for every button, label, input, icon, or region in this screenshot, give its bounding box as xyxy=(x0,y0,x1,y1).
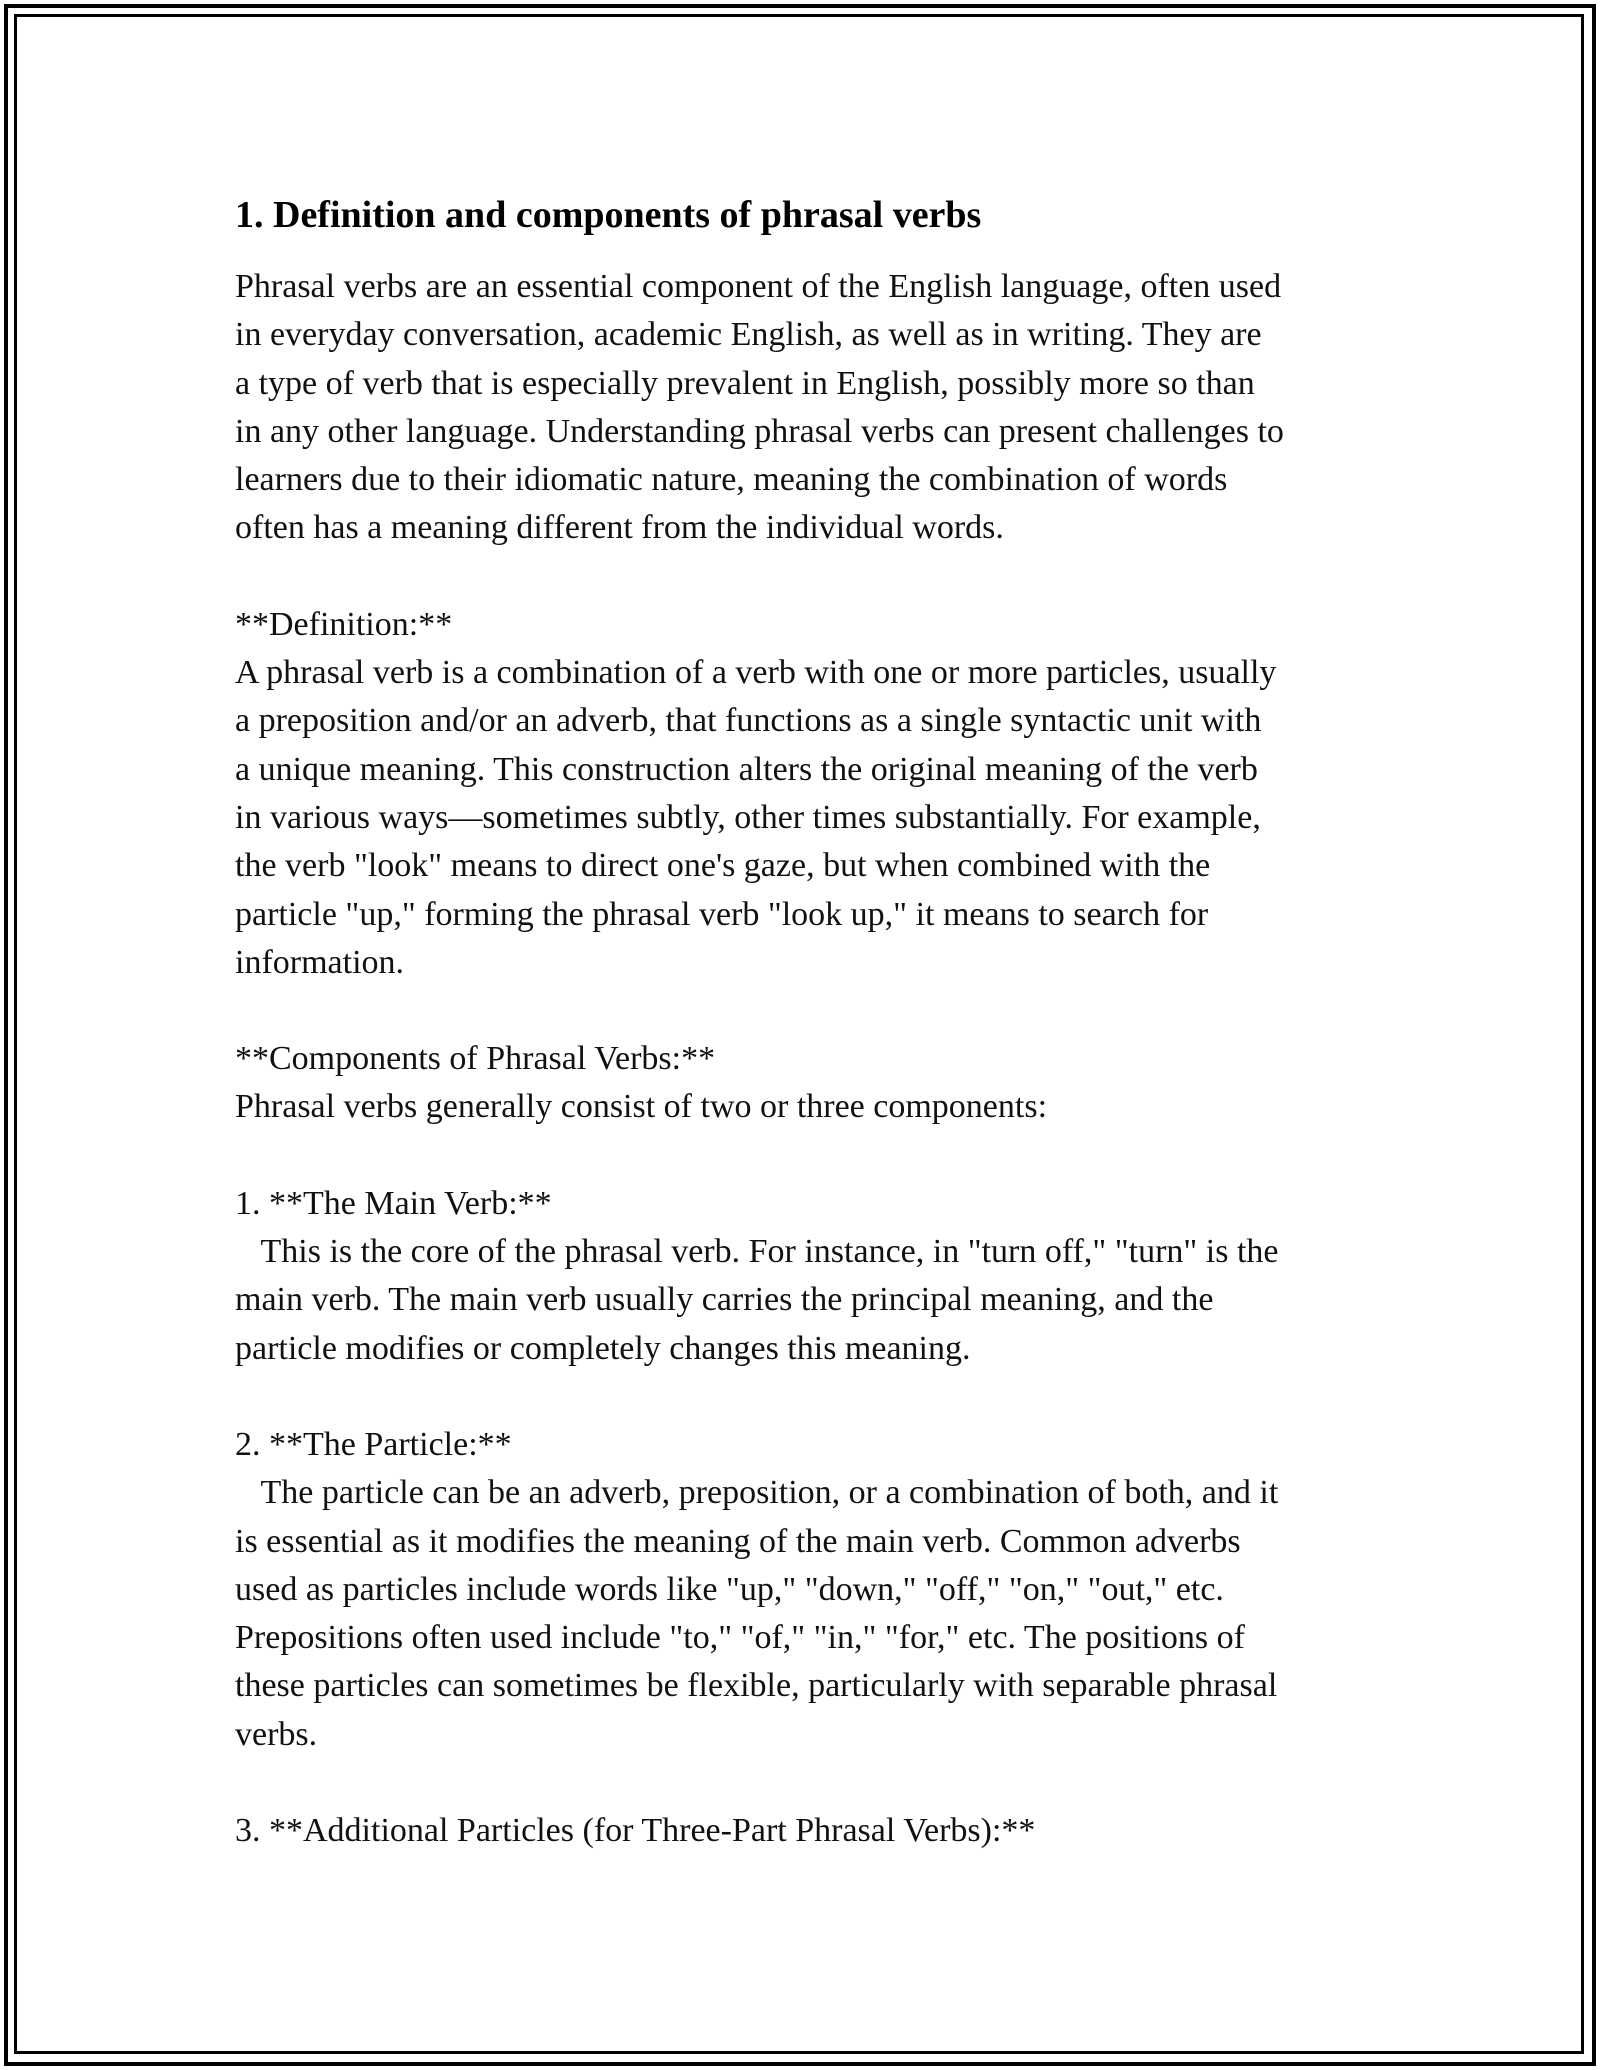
definition-label: **Definition:** xyxy=(235,605,453,643)
item-additional-particles-title: 3. **Additional Particles (for Three-Part Phrasal Verbs):** xyxy=(235,1812,1036,1850)
definition-paragraph: A phrasal verb is a combination of a verb with one or more particles, usually a preposition and/or an adverb, that functions as a single syntactic unit with a unique meaning. This construction alters the original meaning of the verb in various ways—sometimes subtly, other times substantially. For example, the verb "look" means to direct one's gaze, but when combined with the particle "up," forming the phrasal verb "look up," it means to search for information. xyxy=(235,654,1277,981)
intro-paragraph: Phrasal verbs are an essential component of the English language, often used in everyday conversation, academic English, as well as in writing. They are a type of verb that is especially prevalent in English, possibly more so than in any other language. Understanding phrasal verbs can present challenges to learners due to their idiomatic nature, meaning the combination of words often has a meaning different from the individual words. xyxy=(235,268,1284,547)
item-main-verb-title: 1. **The Main Verb:** xyxy=(235,1184,552,1222)
item-main-verb-text: This is the core of the phrasal verb. For instance, in "turn off," "turn" is the main verb. The main verb usually carries the principal meaning, and the particle modifies or completely changes this meaning. xyxy=(235,1233,1279,1367)
item-particle-text: The particle can be an adverb, preposition, or a combination of both, and it is essential as it modifies the meaning of the main verb. Common adverbs used as particles include words like "up," "down," "off," "on," "out," etc. Prepositions often used include "to," "of," "in," "for," etc. The positions of these particles can sometimes be flexible, particularly with separable phrasal verbs. xyxy=(235,1474,1279,1753)
item-particle-title: 2. **The Particle:** xyxy=(235,1425,512,1463)
components-label: **Components of Phrasal Verbs:** xyxy=(235,1040,716,1078)
section-heading: 1. Definition and components of phrasal verbs xyxy=(235,194,982,236)
components-intro: Phrasal verbs generally consist of two or three components: xyxy=(235,1088,1048,1126)
document-body xyxy=(235,190,1375,1855)
